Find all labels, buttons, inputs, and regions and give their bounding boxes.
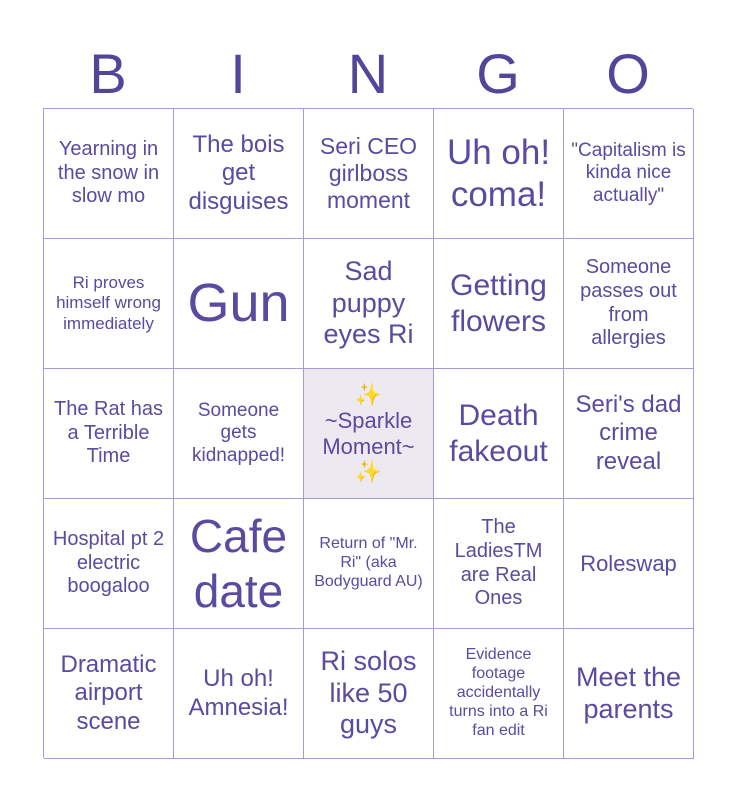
cell-text: Death fakeout <box>449 399 548 468</box>
cell-text: Ri solos like 50 guys <box>320 645 417 740</box>
bingo-cell[interactable] <box>174 499 304 629</box>
bingo-cell[interactable] <box>304 629 434 759</box>
header-letter-i: I <box>230 42 246 105</box>
cell-text: Someone gets kidnapped! <box>192 399 285 466</box>
cell-text: Dramatic airport scene <box>60 651 157 735</box>
bingo-cell[interactable] <box>174 109 304 239</box>
bingo-cell[interactable] <box>304 109 434 239</box>
bingo-cell[interactable] <box>174 239 304 369</box>
cell-text: Roleswap <box>580 550 677 576</box>
bingo-cell[interactable] <box>44 239 174 369</box>
cell-text: Yearning in the snow in slow mo <box>57 138 160 208</box>
cell-text: The LadiesTM are Real Ones <box>454 516 543 610</box>
cell-text: "Capitalism is kinda nice actually" <box>571 139 686 206</box>
bingo-cell[interactable] <box>44 109 174 239</box>
bingo-cell[interactable] <box>564 629 694 759</box>
bingo-cell[interactable] <box>434 239 564 369</box>
bingo-cell[interactable] <box>174 629 304 759</box>
bingo-cell[interactable] <box>564 499 694 629</box>
bingo-cell[interactable] <box>44 629 174 759</box>
header-letter-o: O <box>606 42 650 105</box>
bingo-cell[interactable] <box>564 239 694 369</box>
bingo-cell[interactable] <box>564 109 694 239</box>
bingo-cell[interactable] <box>174 369 304 499</box>
cell-text: Return of "Mr. Ri" (aka Bodyguard AU) <box>314 535 423 590</box>
bingo-cell[interactable] <box>434 629 564 759</box>
cell-text: Hospital pt 2 electric boogaloo <box>52 528 165 598</box>
bingo-board <box>43 108 693 758</box>
bingo-cell[interactable] <box>44 499 174 629</box>
cell-text: Getting flowers <box>450 269 547 338</box>
cell-text: The Rat has a Terrible Time <box>54 398 163 468</box>
free-space-cell[interactable] <box>304 369 434 499</box>
cell-text: Seri CEO girlboss moment <box>319 132 418 214</box>
bingo-cell[interactable] <box>44 369 174 499</box>
cell-text: The bois get disguises <box>188 131 289 215</box>
cell-text: Cafe date <box>189 510 288 617</box>
cell-text: Ri proves himself wrong immediately <box>56 273 161 333</box>
cell-text: Seri's dad crime reveal <box>575 391 682 475</box>
cell-text: Evidence footage accidentally turns into a Ri fan edit <box>449 646 548 739</box>
bingo-cell[interactable] <box>304 499 434 629</box>
cell-text: Uh oh! Amnesia! <box>188 665 289 721</box>
bingo-cell[interactable] <box>564 369 694 499</box>
header-letter-b: B <box>89 42 127 105</box>
cell-text: ✨ ~Sparkle Moment~ ✨ <box>322 381 415 485</box>
header-letter-g: G <box>476 42 520 105</box>
cell-text: Gun <box>187 272 290 333</box>
cell-text: Sad puppy eyes Ri <box>323 255 414 350</box>
cell-text: Uh oh! coma! <box>446 133 551 214</box>
bingo-header <box>43 40 693 108</box>
bingo-cell[interactable] <box>434 499 564 629</box>
bingo-cell[interactable] <box>304 239 434 369</box>
bingo-cell[interactable] <box>434 369 564 499</box>
bingo-cell[interactable] <box>434 109 564 239</box>
cell-text: Someone passes out from allergies <box>580 256 677 350</box>
header-letter-n: N <box>347 42 389 105</box>
cell-text: Meet the parents <box>575 661 682 724</box>
